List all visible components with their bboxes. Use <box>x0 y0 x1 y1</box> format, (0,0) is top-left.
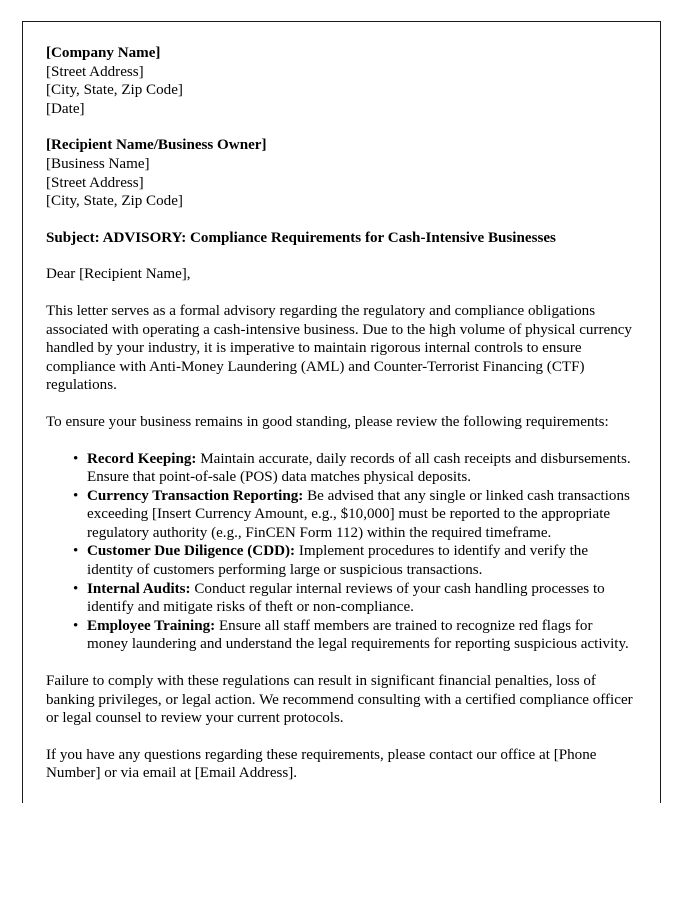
recipient-street-address: [Street Address] <box>46 174 144 191</box>
requirement-term: Record Keeping: <box>87 450 197 467</box>
sender-company-name: [Company Name] <box>46 45 161 61</box>
list-item <box>46 542 636 579</box>
requirements-list <box>46 450 636 655</box>
list-lead-in-paragraph: To ensure your business remains in good standing, please review the following requirements: <box>46 413 609 430</box>
letter-date: [Date] <box>46 100 85 117</box>
requirement-text: Be advised that any single or linked cash transactions exceeding [Insert Currency Amount, e.g., $10,000] must be reported to the appropriate regulatory authority (e.g., FinCEN Form 112) within the required timeframe. <box>87 487 630 541</box>
sender-city-state-zip: [City, State, Zip Code] <box>46 82 183 99</box>
recipient-name: [Recipient Name/Business Owner] <box>46 137 267 154</box>
bullet-icon: • <box>73 450 79 467</box>
sender-address-block <box>46 44 636 118</box>
list-item <box>46 450 636 487</box>
bullet-icon: • <box>73 487 79 504</box>
subject-line: Subject: ADVISORY: Compliance Requirements for Cash-Intensive Businesses <box>46 229 556 246</box>
recipient-business-name: [Business Name] <box>46 155 150 172</box>
salutation: Dear [Recipient Name], <box>46 266 191 283</box>
requirement-term: Customer Due Diligence (CDD): <box>87 543 296 560</box>
requirement-text: Ensure all staff members are trained to recognize red flags for money laundering and understand the legal requirements for reporting suspicious activity. <box>87 617 629 653</box>
requirement-text: Implement procedures to identify and verify the identity of customers performing large or suspicious transactions. <box>87 543 589 579</box>
bullet-icon: • <box>73 617 79 634</box>
list-item <box>46 487 636 543</box>
requirement-term: Internal Audits: <box>87 580 191 597</box>
requirement-term: Currency Transaction Reporting: <box>87 487 304 504</box>
requirement-text: Maintain accurate, daily records of all cash receipts and disbursements. Ensure that point-of-sale (POS) data matches physical deposits. <box>87 450 631 486</box>
bullet-icon: • <box>73 543 79 560</box>
bullet-icon: • <box>73 580 79 597</box>
penalties-paragraph: Failure to comply with these regulations can result in significant financial penalties, loss of banking privileges, or legal action. We recommend consulting with a certified compliance officer or legal counsel to review your current protocols. <box>46 673 633 727</box>
letter-page <box>22 21 661 803</box>
letter-body <box>23 22 660 783</box>
recipient-city-state-zip: [City, State, Zip Code] <box>46 193 183 210</box>
list-item <box>46 580 636 617</box>
contact-paragraph: If you have any questions regarding these requirements, please contact our office at [Phone Number] or via email at [Email Address]. <box>46 746 597 782</box>
requirement-text: Conduct regular internal reviews of your cash handling processes to identify and mitigate risks of theft or non-compliance. <box>87 580 605 616</box>
recipient-address-block <box>46 136 636 210</box>
requirement-term: Employee Training: <box>87 617 216 634</box>
list-item <box>46 617 636 654</box>
intro-paragraph: This letter serves as a formal advisory regarding the regulatory and compliance obligations associated with operating a cash-intensive business. Due to the high volume of physical currency handled by your industry, it is imperative to maintain rigorous internal controls to ensure compliance with Anti-Money Laundering (AML) and Counter-Terrorist Financing (CTF) regulations. <box>46 302 632 394</box>
sender-street-address: [Street Address] <box>46 63 144 80</box>
